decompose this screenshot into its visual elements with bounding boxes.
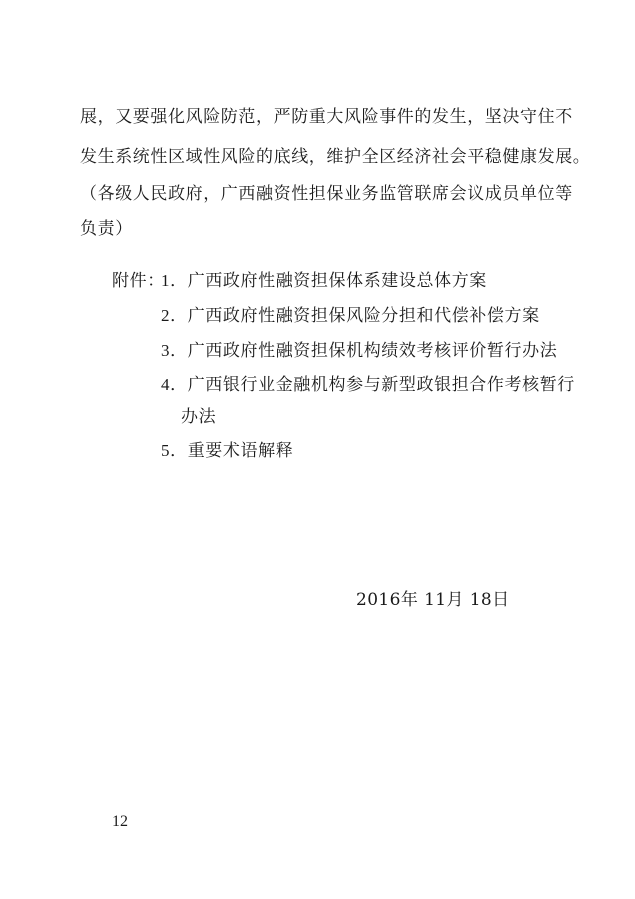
attachment-item-5	[161, 436, 293, 461]
attachment-number: 1．	[161, 271, 188, 290]
page-number: 12	[112, 813, 128, 830]
paragraph-line-4: 负责）	[80, 219, 133, 239]
attachment-number: 4．	[161, 375, 188, 394]
attachment-number: 2．	[161, 306, 188, 325]
attachment-item-1	[161, 266, 487, 291]
attachment-number: 5．	[161, 441, 188, 460]
attachment-title: 重要术语解释	[187, 441, 294, 461]
paragraph-line-3: （各级人民政府，广西融资性担保业务监管联席会议成员单位等	[80, 184, 573, 204]
attachment-number: 3．	[161, 341, 188, 360]
attachment-item-4-continuation: 办法	[181, 407, 217, 427]
paragraph-line-1: 展，又要强化风险防范，严防重大风险事件的发生，坚决守住不	[80, 107, 573, 127]
document-date: 2016年 11月 18日	[356, 590, 510, 610]
attachment-title: 广西政府性融资担保风险分担和代偿补偿方案	[187, 306, 540, 326]
attachment-item-3	[161, 336, 557, 361]
attachment-item-4	[161, 370, 575, 395]
attachment-item-2	[161, 301, 540, 326]
paragraph-line-2: 发生系统性区域性风险的底线，维护全区经济社会平稳健康发展。	[80, 147, 591, 167]
attachment-title: 广西政府性融资担保机构绩效考核评价暂行办法	[187, 341, 558, 361]
attachments-label: 附件：	[112, 271, 165, 291]
attachment-title: 广西银行业金融机构参与新型政银担合作考核暂行	[187, 375, 575, 395]
attachment-title: 广西政府性融资担保体系建设总体方案	[187, 271, 487, 291]
